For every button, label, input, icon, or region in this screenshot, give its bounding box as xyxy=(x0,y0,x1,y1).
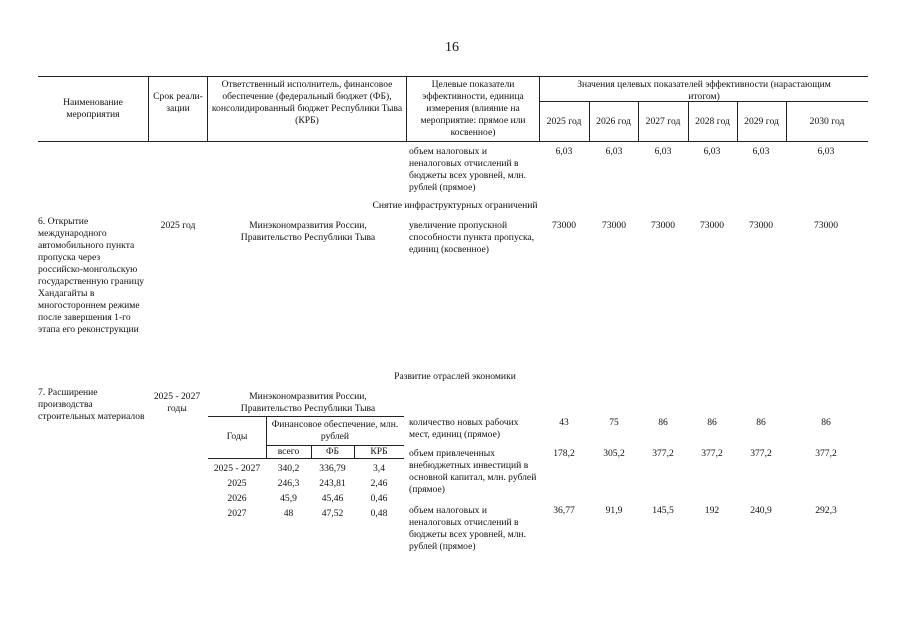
row7-name: 7. Расширение производства строительных материалов xyxy=(38,387,145,422)
fin-row-krb: 0,46 xyxy=(370,493,388,504)
row6-value: 73000 xyxy=(651,220,675,231)
row7-value: 86 xyxy=(756,417,766,428)
header-values-title: Значения целевых показателей эффективности (нарастающим итогом) xyxy=(577,79,831,102)
fin-row-year: 2026 xyxy=(227,493,247,504)
row7-term: 2025 - 2027 годы xyxy=(153,391,201,414)
fin-years-label: Годы xyxy=(226,431,248,442)
fin-col-header: всего xyxy=(277,446,300,457)
fin-table-top xyxy=(208,416,404,417)
section-title: Развитие отраслей экономики xyxy=(394,371,516,382)
row7-value: 377,2 xyxy=(750,448,772,459)
header-term: Срок реали-зации xyxy=(153,91,203,114)
row7-value: 377,2 xyxy=(815,448,837,459)
fin-row-year: 2025 - 2027 xyxy=(213,463,261,474)
page-number: 16 xyxy=(445,40,459,55)
fin-row-krb: 2,46 xyxy=(370,478,388,489)
fin-row-fb: 336,79 xyxy=(319,463,346,474)
row7-value: 86 xyxy=(821,417,831,428)
row7-value: 145,5 xyxy=(652,505,674,516)
table-header-bottom-border xyxy=(38,141,868,142)
header-col-divider xyxy=(539,76,540,141)
row0-value: 6,03 xyxy=(654,146,672,157)
row7-value: 178,2 xyxy=(553,448,575,459)
row0-indicator: объем налоговых и неналоговых отчислений в бюджеты всех уровней, млн. рублей (прямое) xyxy=(409,146,527,193)
row6-term: 2025 год xyxy=(160,220,196,231)
row0-value: 6,03 xyxy=(817,146,835,157)
fin-col-header: КРБ xyxy=(370,446,388,457)
row7-value: 86 xyxy=(707,417,717,428)
row6-value: 73000 xyxy=(749,220,773,231)
header-col-divider xyxy=(406,76,407,141)
row7-value: 91,9 xyxy=(605,505,623,516)
row7-value: 192 xyxy=(704,505,720,516)
fin-row-total: 246,3 xyxy=(277,478,300,489)
fin-table-head-bottom xyxy=(208,458,404,459)
row7-value: 240,9 xyxy=(750,505,772,516)
fin-row-year: 2025 xyxy=(227,478,247,489)
fin-title: Финансовое обеспечение, млн. рублей xyxy=(271,419,399,442)
header-col-divider xyxy=(148,76,149,141)
header-executor: Ответственный исполнитель, финансовое обеспечение (федеральный бюджет (ФБ), консолидированный бюджет Республики Тыва (КРБ) xyxy=(211,79,403,126)
row6-executor: Минэкономразвития России, Правительство Республики Тыва xyxy=(240,220,376,243)
fin-row-fb: 45,46 xyxy=(321,493,344,504)
row7-value: 305,2 xyxy=(603,448,625,459)
fin-col-header: ФБ xyxy=(325,446,340,457)
row7-value: 377,2 xyxy=(701,448,723,459)
header-year: 2027 год xyxy=(645,116,681,127)
row7-value: 43 xyxy=(559,417,569,428)
fin-row-krb: 0,48 xyxy=(370,508,388,519)
row7-executor: Минэкономразвития России, Правительство Республики Тыва xyxy=(240,391,376,414)
row0-value: 6,03 xyxy=(752,146,770,157)
header-year: 2028 год xyxy=(695,116,730,127)
header-year: 2029 год xyxy=(744,116,779,127)
row6-name: 6. Открытие международного автомобильного пункта пропуска через российско-монгольскую государственную границу Хандагайты в многостороннем режиме после завершения 1-го этапа его реконструкции xyxy=(38,216,144,335)
row0-value: 6,03 xyxy=(555,146,573,157)
section-title: Снятие инфраструктурных ограничений xyxy=(372,200,538,211)
header-indicators: Целевые показатели эффективности, единица измерения (влияние на мероприятие: прямое или косвенное) xyxy=(420,79,526,138)
header-year: 2025 год xyxy=(546,116,582,127)
row0-value: 6,03 xyxy=(605,146,623,157)
header-year: 2030 год xyxy=(809,116,845,127)
row7-value: 75 xyxy=(609,417,619,428)
row6-value: 73000 xyxy=(814,220,838,231)
row7-indicator: объем налоговых и неналоговых отчислений в бюджеты всех уровней, млн. рублей (прямое) xyxy=(409,505,527,552)
row6-indicator: увеличение пропускной способности пункта пропуска, единиц (косвенное) xyxy=(409,220,535,255)
header-name: Наименование мероприятия xyxy=(63,97,123,120)
fin-row-fb: 47,52 xyxy=(321,508,344,519)
row7-value: 86 xyxy=(658,417,668,428)
row7-value: 36,77 xyxy=(553,505,575,516)
fin-row-fb: 243,81 xyxy=(319,478,346,489)
fin-row-total: 48 xyxy=(283,508,294,519)
table-top-border xyxy=(38,76,868,77)
row6-value: 73000 xyxy=(552,220,576,231)
row7-value: 377,2 xyxy=(652,448,674,459)
fin-row-total: 45,9 xyxy=(280,493,297,504)
row6-value: 73000 xyxy=(602,220,626,231)
header-col-divider xyxy=(207,76,208,141)
fin-row-year: 2027 xyxy=(227,508,247,519)
row7-indicator: количество новых рабочих мест, единиц (прямое) xyxy=(409,417,519,440)
row7-value: 292,3 xyxy=(815,505,837,516)
header-year: 2026 год xyxy=(596,116,631,127)
fin-row-krb: 3,4 xyxy=(373,463,385,474)
row6-value: 73000 xyxy=(700,220,724,231)
row7-indicator: объем привлеченных внебюджетных инвестиций в основной капитал, млн. рублей (прямое) xyxy=(409,448,537,495)
fin-row-total: 340,2 xyxy=(277,463,300,474)
row0-value: 6,03 xyxy=(703,146,721,157)
